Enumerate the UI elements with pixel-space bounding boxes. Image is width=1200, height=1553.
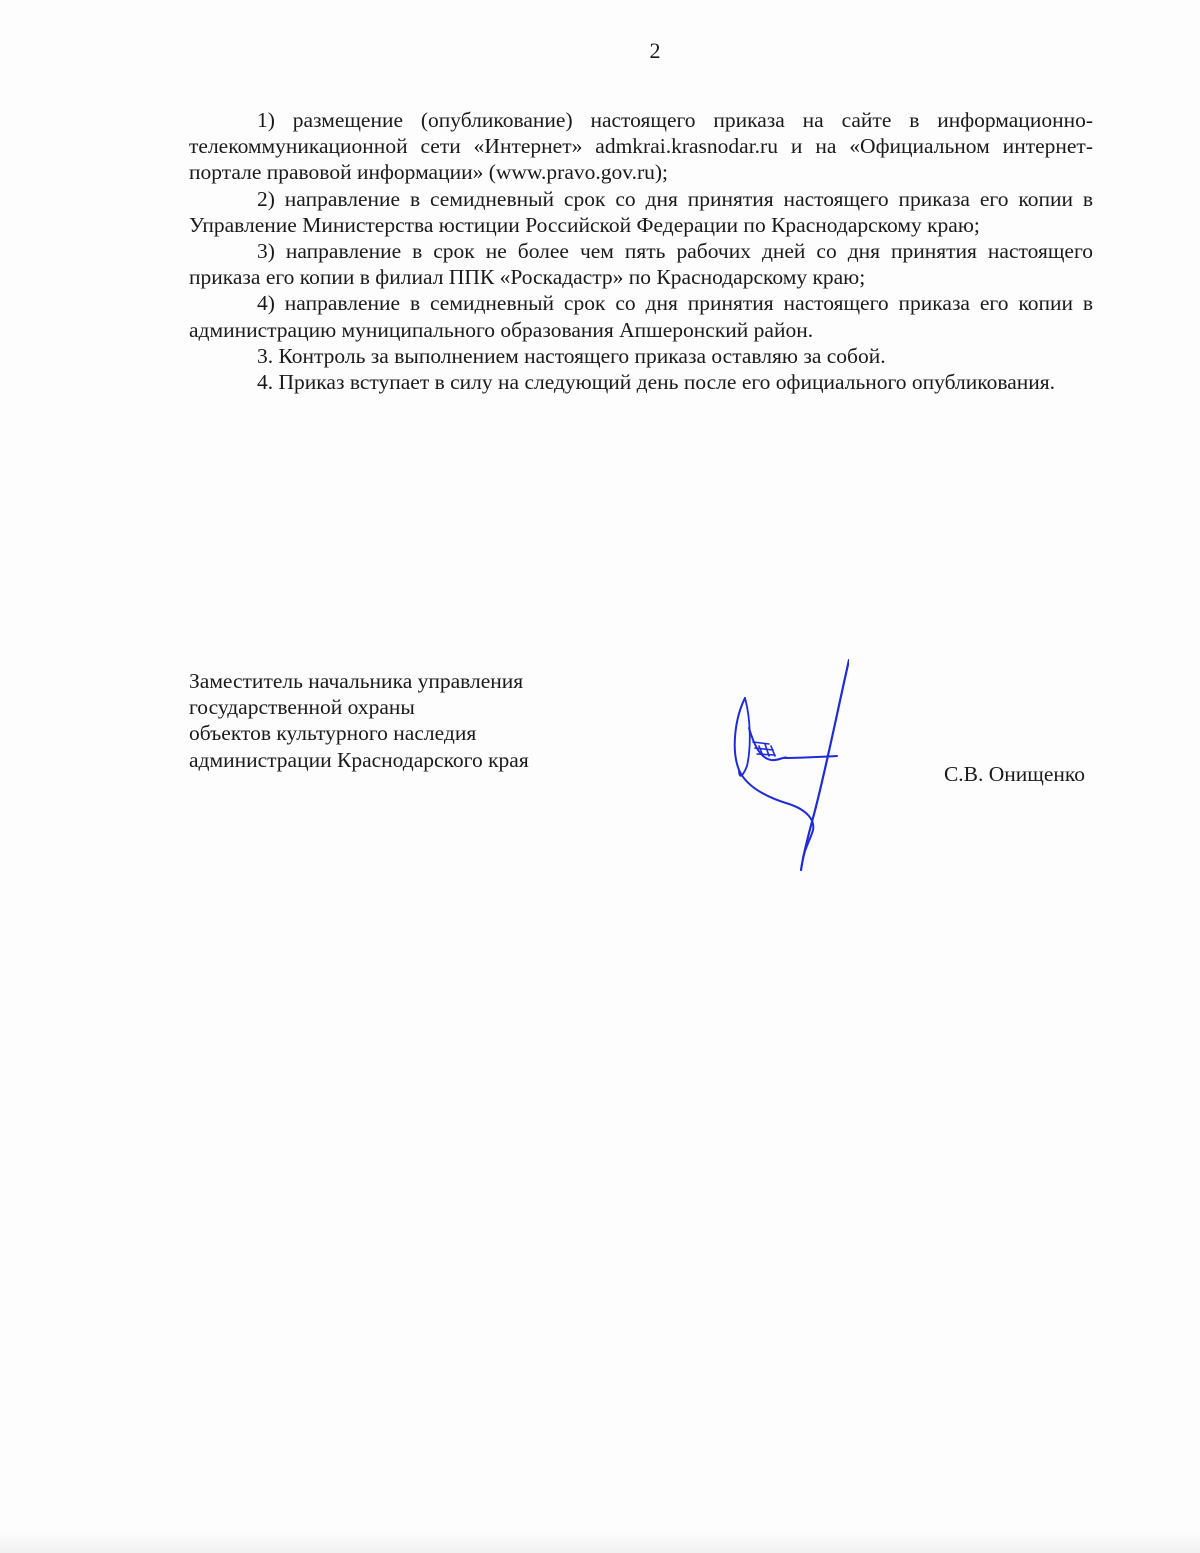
page-number: 2 [649,38,661,63]
scan-edge-shadow [0,1531,1200,1553]
paragraph-effective-date: 4. Приказ вступает в силу на следующий день после его официального опубликования. [257,370,1056,395]
handwritten-signature [729,658,849,873]
signer-position-line: Заместитель начальника управления [189,669,524,693]
paragraph-item-3: 3) направление в срок не более чем пять рабочих дней со дня принятия настоящего приказа его копии в филиал ППК «Роскадастр» по Краснодарскому краю; [189,239,1093,290]
signer-position-line: объектов культурного наследия [189,721,477,746]
paragraph-item-4: 4) направление в семидневный срок со дня принятия настоящего приказа его копии в администрацию муниципального образования Апшеронский район. [189,291,1093,342]
signer-position [189,668,529,773]
signature-block [189,668,1093,888]
paragraph-item-2: 2) направление в семидневный срок со дня принятия настоящего приказа его копии в Управление Министерства юстиции Российской Федерации по Краснодарскому краю; [189,186,1093,237]
paragraph-item-1: 1) размещение (опубликование) настоящего приказа на сайте в информационно-телекоммуникационной сети «Интернет» admkrai.krasnodar.ru и на «Официальном интернет-портале правовой информации» (www.pravo.gov.ru); [189,108,1093,185]
signer-position-line: государственной охраны [189,695,415,720]
signer-position-line: администрации Краснодарского края [189,747,529,772]
document-body [189,107,1093,395]
signer-name: С.В. Онищенко [943,762,1085,786]
paragraph-control: 3. Контроль за выполнением настоящего приказа оставляю за собой. [257,343,886,368]
